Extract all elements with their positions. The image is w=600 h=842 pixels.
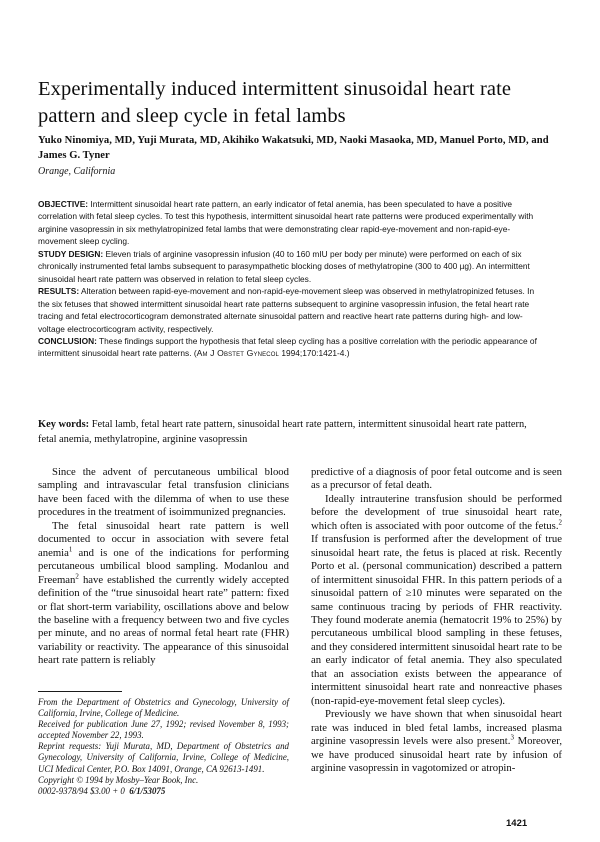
reference-marker: 2	[75, 572, 79, 581]
body-column-right	[311, 466, 562, 775]
keywords-label: Key words:	[38, 419, 90, 430]
paragraph-part: Previously we have shown that when sinusoidal heart rate was induced in bled fetal lambs, increased plasma arginine vasopressin levels were also present.	[311, 708, 562, 748]
abstract-objective-label: OBJECTIVE:	[38, 199, 89, 209]
abstract-conclusion-label: CONCLUSION:	[38, 335, 97, 346]
abstract-study-design-text: Eleven trials of arginine vasopressin infusion (40 to 160 mIU per body per minute) were performed on each of six chronically instrumented fetal lambs subsequent to parasympathetic blocking doses of methylatropine (300 to 400 µg). An intermittent sinusoidal heart rate pattern was observed in relation to fetal sleep cycles.	[38, 248, 530, 284]
page-title: Experimentally induced intermittent sinusoidal heart rate pattern and sleep cycle in fetal lambs	[38, 77, 512, 127]
paragraph	[311, 708, 562, 775]
paragraph-part: and is one of the indications for performing percutaneous umbilical blood sampling. Modanlou and Freeman	[38, 546, 289, 586]
abstract-objective	[38, 198, 538, 248]
affiliation-location: Orange, California	[38, 166, 116, 177]
paragraph-part: The fetal sinusoidal heart rate pattern is well documented to occur in association with severe fetal anemia	[38, 519, 289, 559]
footnote-issn: 0002-9378/94 $3.00 + 0	[38, 785, 125, 796]
reference-marker: 3	[510, 733, 514, 742]
abstract-conclusion-text: These findings support the hypothesis that fetal sleep cycling has a positive correlation with the periodic appearance of intermittent sinusoidal heart rate patterns. (	[38, 335, 537, 359]
footnote-block	[38, 691, 289, 797]
paragraph-part: have established the currently widely accepted definition of the “true sinusoidal heart rate” pattern: fixed or flat short-term variability, oscillations above and below the baseline with a frequency between two and five cycles per minute, and no areas of normal fetal heart rate (FHR) variability or reactivity. The appearance of this sinusoidal heart rate pattern is reliably	[38, 573, 289, 667]
paragraph-part: Moreover, we have produced sinusoidal heart rate by infusion of arginine vasopressin in vagotomized or atropin-	[311, 735, 562, 774]
paragraph-part: If transfusion is performed after the development of true sinusoidal heart rate, the fetus is placed at risk. Recently Porto et al. (personal communication) described a pattern of intermittent sinusoidal FHR. In this pattern periods of a sinusoidal pattern of ≥10 minutes were separated on the same continuous tracing by periods of FHR reactivity. They found moderate anemia (hematocrit 19% to 25%) by percutaneous umbilical blood sampling in these fetuses, and they considered intermittent sinusoidal heart rate to be an early indicator of fetal anemia. They also speculated that an association exists between the appearance of intermittent sinusoidal heart rate and nonreactive phases (non-rapid-eye-movement fetal sleep cycles).	[311, 533, 562, 707]
author-list: Yuko Ninomiya, MD, Yuji Murata, MD, Akihiko Wakatsuki, MD, Naoki Masaoka, MD, Manuel Porto, MD, and James G. Tyner	[38, 135, 549, 161]
paragraph-part: Ideally intrauterine transfusion should be performed before the development of true sinusoidal heart rate, which often is associated with poor outcome of the fetus.	[311, 492, 562, 532]
footnote-department: From the Department of Obstetrics and Gynecology, University of California, Irvine, College of Medicine.	[38, 697, 289, 719]
footnote-copyright: Copyright © 1994 by Mosby–Year Book, Inc.	[38, 774, 199, 785]
paragraph: Since the advent of percutaneous umbilical blood sampling and intravascular fetal transfusion clinicians have been faced with the dilemma of when to use these procedures in the treatment of isoimmunized pregnancies.	[38, 466, 289, 519]
abstract-conclusion	[38, 335, 538, 360]
page-number: 1421	[506, 818, 528, 829]
footnote-manuscript-code: 6/1/53075	[129, 785, 166, 796]
reference-marker: 1	[68, 545, 73, 554]
body-column-left	[38, 466, 289, 668]
abstract-results	[38, 285, 538, 335]
citation-volume-pages: 1994;170:1421-4.)	[279, 348, 350, 359]
abstract-results-text: Alteration between rapid-eye-movement and non-rapid-eye-movement sleep was observed in methylatropinized fetuses. In the six fetuses that showed intermittent sinusoidal heart rate patterns subsequent to arginine vasopressin infusion, the fetal heart rate tracing and fetal electrocorticogram demonstrated alternate sinusoidal pattern and reactive heart rate patterns during high- and low-voltage electrocorticogram activity, respectively.	[38, 286, 535, 334]
reference-marker: 2	[558, 518, 562, 527]
citation-journal-name: Am J Obstet Gynecol	[196, 348, 280, 359]
footnote-article-code	[38, 786, 289, 797]
keywords-text: Fetal lamb, fetal heart rate pattern, sinusoidal heart rate pattern, intermittent sinusoidal heart rate pattern, fetal anemia, methylatropine, arginine vasopressin	[38, 419, 527, 445]
abstract-study-design-label: STUDY DESIGN:	[38, 248, 104, 259]
paragraph: predictive of a diagnosis of poor fetal outcome and is seen as a precursor of fetal death.	[311, 466, 562, 492]
paragraph	[38, 520, 289, 668]
keywords	[38, 418, 538, 447]
footnote-rule	[38, 691, 122, 692]
abstract-objective-text: Intermittent sinusoidal heart rate pattern, an early indicator of fetal anemia, has been speculated to have a positive correlation with fetal sleep cycles. To test this hypothesis, intermittent sinusoidal heart rate patterns were produced experimentally with arginine vasopressin in six methylatropinized fetal lambs that were demonstrating clear rapid-eye-movement and non-rapid-eye-movement sleep cycling.	[38, 199, 534, 247]
abstract	[38, 198, 538, 360]
footnote-reprint-requests: Reprint requests: Yuji Murata, MD, Department of Obstetrics and Gynecology, University of California, Irvine, College of Medicine, UCI Medical Center, P.O. Box 14091, Orange, CA 92613-1491.	[38, 741, 289, 774]
abstract-study-design	[38, 248, 538, 285]
paragraph	[311, 493, 562, 708]
footnote-received-dates: Received for publication June 27, 1992; revised November 8, 1993; accepted November 22, 1993.	[38, 719, 289, 741]
abstract-results-label: RESULTS:	[38, 286, 80, 297]
